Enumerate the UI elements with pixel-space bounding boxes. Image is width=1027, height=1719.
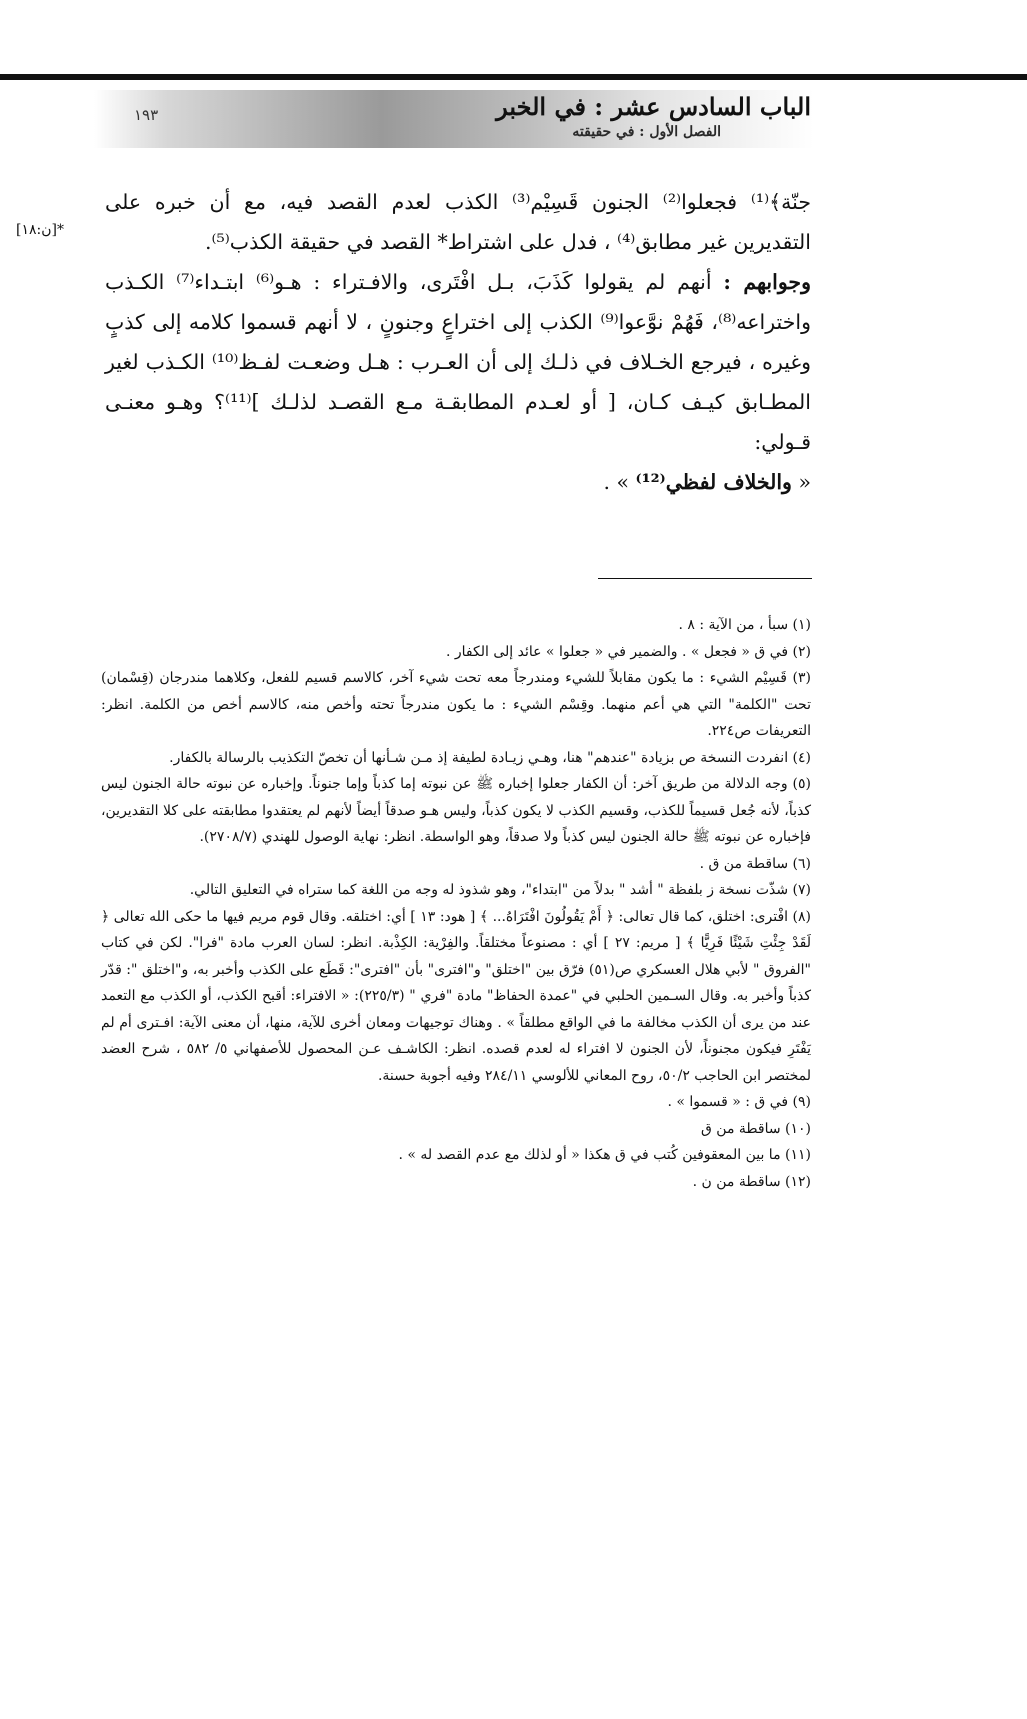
footnote-9: (٩) في ق : « قسموا » .: [667, 1094, 811, 1110]
footnote-6: (٦) ساقطة من ق .: [699, 855, 811, 872]
page-number: ١٩٣: [134, 106, 159, 124]
top-rule: [0, 74, 1027, 80]
footnote-4: (٤) انفردت النسخة ص بزيادة "عندهم" هنا، وهـي زيـادة لطيفة إذ مـن شـأنها أن تخصّ التكذيب بالرسالة بالكفار.: [169, 749, 811, 766]
quote-close: » .: [603, 470, 636, 494]
paragraph-2-lead: وجوابهم :: [723, 270, 811, 294]
footnotes: [101, 612, 811, 1195]
paragraph-2: [105, 262, 811, 462]
footnote-11: (١١) ما بين المعقوفين كُتب في ق هكذا « أو لذلك مع عدم القصد له » .: [398, 1147, 811, 1163]
paragraph-1: جنّة﴾⁽¹⁾ فجعلوا⁽²⁾ الجنون قَسِيْم⁽³⁾ الكذب لعدم القصد فيه، مع أن خبره على التقديرين غير مطابق⁽⁴⁾ ، فدل على اشتراط* القصد في حقيقة الكذب⁽⁵⁾.: [105, 190, 811, 254]
quoted-phrase: والخلاف لفظي⁽¹²⁾: [635, 470, 792, 494]
main-text: [105, 182, 811, 502]
footnote-1: (١) سبأ ، من الآية : ٨ .: [678, 617, 811, 633]
quote-open: «: [791, 470, 811, 494]
footnote-5: (٥) وجه الدلالة من طريق آخر: أن الكفار جعلوا إخباره ﷺ عن نبوته إما كذباً وإما جنوناً. وإخباره عن نبوته حالة الجنون ليس كذباً، لأنه جُعل قسيماً للكذب، وقسيم الكذب لا يكون كذباً، وليس هـو صدقاً أيضاً لأنهم لم يعتقدوا مطابقته على كلا التقديرين، فإخباره عن نبوته ﷺ حالة الجنون ليس كذباً ولا صدقاً، وهو الواسطة. انظر: نهاية الوصول للهندي (٢٧٠٨/٧).: [101, 776, 811, 845]
footnote-3: (٣) قَسِيْم الشيء : ما يكون مقابلاً للشيء ومندرجاً معه تحت شيء آخر، كالاسم قسيم للفعل، وكلاهما مندرجان (قِسْمان) تحت "الكلمة" التي هي أعم منهما. وقِسْم الشيء : ما يكون مندرجاً تحته وأخص منه، كالاسم أخص من الكلمة. انظر: التعريفات ص٢٢٤.: [101, 670, 811, 739]
footnote-12: (١٢) ساقطة من ن .: [692, 1173, 811, 1190]
footnote-10: (١٠) ساقطة من ق: [700, 1120, 811, 1137]
paragraph-3: [105, 462, 811, 502]
margin-page-reference: *[ن:١٨]: [16, 222, 64, 238]
footnote-7: (٧) شذّت نسخة ز بلفظة " أشد " بدلاً من "ابتداء"، وهو شذوذ له وجه من اللغة كما ستراه في التعليق التالي.: [189, 882, 811, 898]
running-header-subtitle: الفصل الأول : في حقيقته: [572, 124, 721, 140]
footnote-8: (٨) افْترى: اختلق، كما قال تعالى: ﴿ أَمْ يَقُولُونَ افْتَرَاهُ... ﴾ [ هود: ١٣ ] أي: اختلقه. وقال قوم مريم فيها ما حكى الله تعالى ﴿ لَقَدْ جِئْتِ شَيْئًا فَرِيًّا ﴾ [ مريم: ٢٧ ] أي : مصنوعاً مختلقاً. والفِرْية: الكِذْبة. انظر: لسان العرب مادة "فرا". لكن في كتاب "الفروق " لأبي هلال العسكري ص(٥١) فرّق بين "اختلق" و"افترى" بأن "افترى": قَطَع على الكذب وأخبر به، و"اختلق ": قدّر كذباً وأخبر به. وقال السـمين الحلبي في "عمدة الحفاظ" مادة "فري " (٢٢٥/٣): « الافتراء: أقبح الكذب، أو الكذب مع التعمد عند من يرى أن الكذب مخالفة ما في الواقع مطلقاً » . وهناك توجيهات ومعان أخرى للآية، منها، أن معنى الآية: افـترى أم لم يَفْتَرِ فيكون مجنوناً، لأن الجنون لا افتراء له لعدم قصده. انظر: الكاشـف عـن المحصول للأصفهاني ٥/ ٥٨٢ ، شرح العضد لمختصر ابن الحاجب ٥٠/٢، روح المعاني للألوسي ٢٨٤/١١ وفيه أجوبة حسنة.: [101, 908, 812, 1084]
running-header-title: الباب السادس عشر : في الخبر: [496, 92, 811, 121]
footnote-separator: [598, 578, 812, 579]
paragraph-2-body: أنهم لم يقولوا كَذَبَ، بـل افْتَرى، والافـتراء : هـو⁽⁶⁾ ابتـداء⁽⁷⁾ الكـذب واختراعه⁽⁸⁾، فَهُمْ نوَّعوا⁽⁹⁾ الكذب إلى اختراعٍ وجنونٍ ، لا أنهم قسموا كلامه إلى كذبٍ وغيره ، فيرجع الخـلاف في ذلـك إلى أن العـرب : هـل وضعـت لفـظ⁽¹⁰⁾ الكـذب لغير المطـابق كيـف كـان، [ أو لعـدم المطابقـة مـع القصـد لذلـك ]⁽¹¹⁾؟ وهـو معنـى قـولي:: [105, 270, 812, 454]
footnote-2: (٢) في ق « فجعل » . والضمير في « جعلوا » عائد إلى الكفار .: [446, 643, 811, 660]
